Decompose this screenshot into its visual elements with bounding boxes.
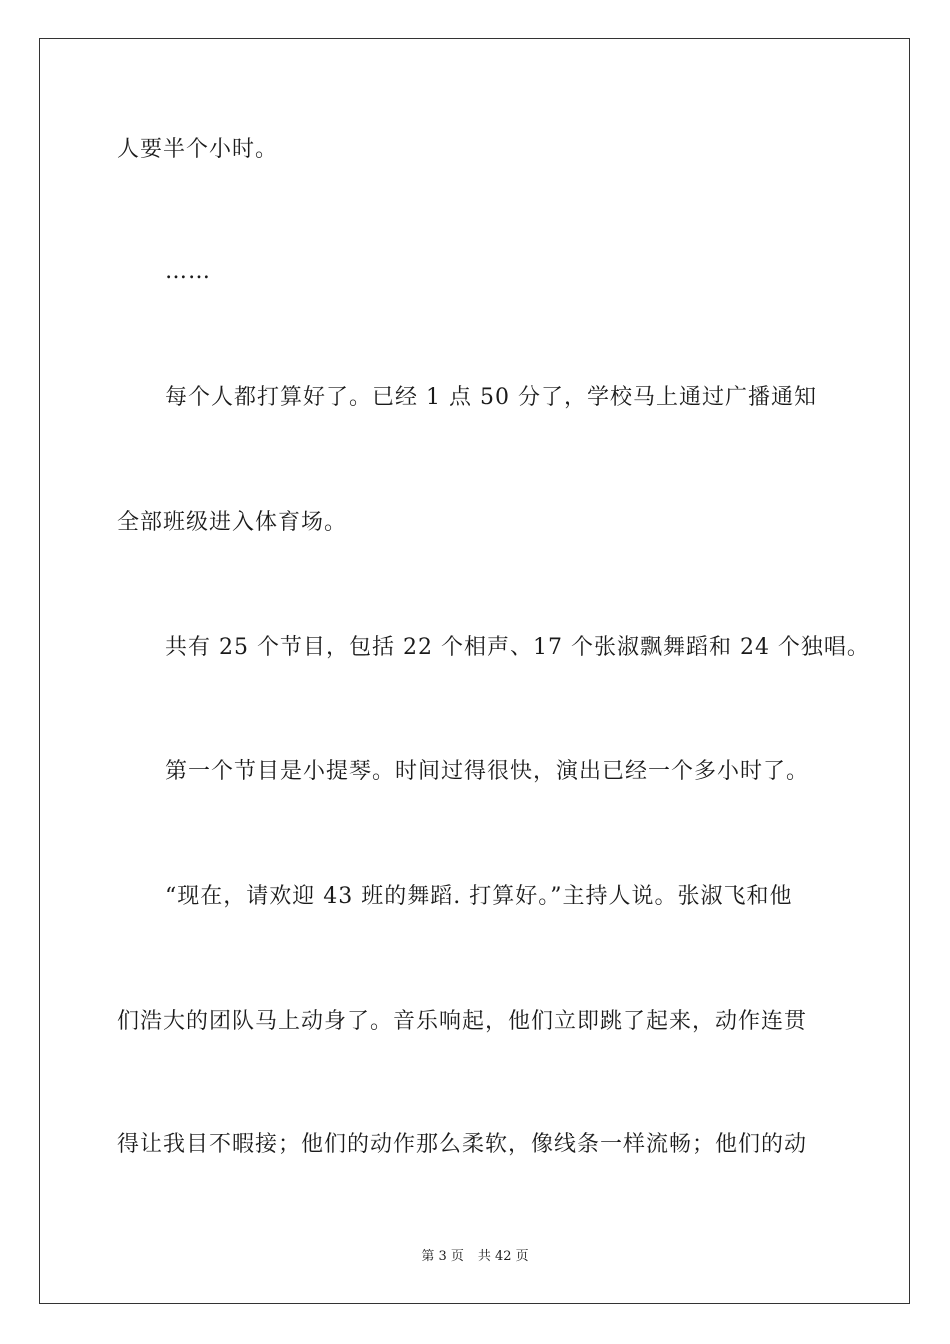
text-line-3: 每个人都打算好了。已经 1 点 50 分了，学校马上通过广播通知	[165, 385, 817, 410]
text-line-4: 全部班级进入体育场。	[117, 510, 348, 535]
page-footer	[0, 1248, 950, 1266]
text-line-1: 人要半个小时。	[117, 137, 279, 162]
text-line-7: “现在，请欢迎 43 班的舞蹈. 打算好。”主持人说。张淑飞和他	[165, 884, 793, 909]
total-pages: 共 42 页	[477, 1249, 529, 1264]
text-line-6: 第一个节目是小提琴。时间过得很快，演出已经一个多小时了。	[165, 759, 810, 784]
text-line-9: 得让我目不暇接；他们的动作那么柔软，像线条一样流畅；他们的动	[117, 1132, 808, 1157]
text-line-5: 共有 25 个节目，包括 22 个相声、17 个张淑飘舞蹈和 24 个独唱。	[165, 635, 870, 660]
text-line-2: ……	[165, 259, 211, 284]
page-number: 第 3 页	[421, 1249, 464, 1264]
page-border	[39, 38, 910, 1304]
text-line-8: 们浩大的团队马上动身了。音乐响起，他们立即跳了起来，动作连贯	[117, 1009, 808, 1034]
